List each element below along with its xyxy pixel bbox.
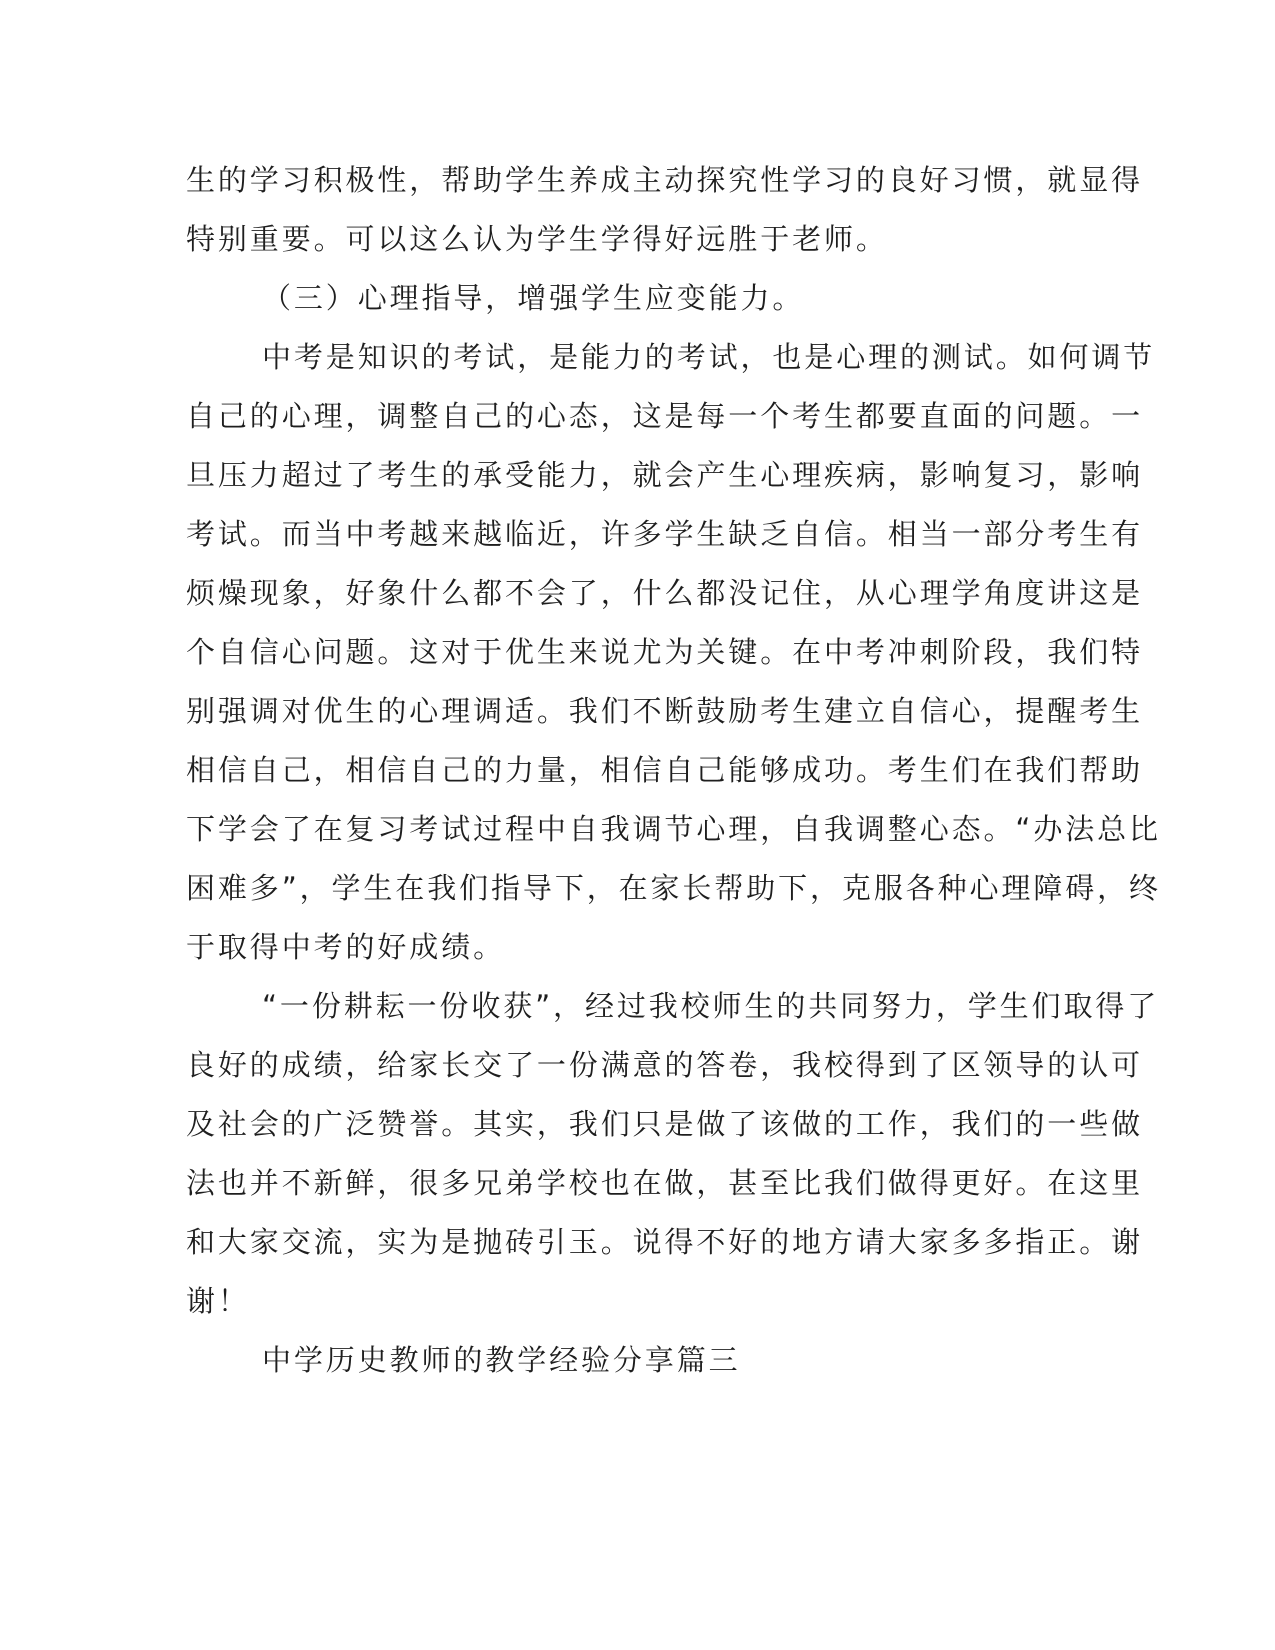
text-line: 及社会的广泛赞誉。其实，我们只是做了该做的工作，我们的一些做 <box>186 1107 1144 1141</box>
text-line: 个自信心问题。这对于优生来说尤为关键。在中考冲刺阶段，我们特 <box>186 635 1144 669</box>
paragraph-start: 中考是知识的考试，是能力的考试，也是心理的测试。如何调节 <box>262 340 1156 374</box>
text-line: 烦燥现象，好象什么都不会了，什么都没记住，从心理学角度讲这是 <box>186 576 1144 610</box>
text-line: 旦压力超过了考生的承受能力，就会产生心理疾病，影响复习，影响 <box>186 458 1144 492</box>
text-line: 法也并不新鲜，很多兄弟学校也在做，甚至比我们做得更好。在这里 <box>186 1166 1144 1200</box>
text-line: 特别重要。可以这么认为学生学得好远胜于老师。 <box>186 222 888 256</box>
text-line: 谢！ <box>186 1284 250 1318</box>
section-title: 中学历史教师的教学经验分享篇三 <box>262 1343 741 1377</box>
paragraph-start: “一份耕耘一份收获”，经过我校师生的共同努力，学生们取得了 <box>262 989 1160 1023</box>
text-line: 别强调对优生的心理调适。我们不断鼓励考生建立自信心，提醒考生 <box>186 694 1144 728</box>
text-line: 相信自己，相信自己的力量，相信自己能够成功。考生们在我们帮助 <box>186 753 1144 787</box>
text-line: 生的学习积极性，帮助学生养成主动探究性学习的良好习惯，就显得 <box>186 163 1144 197</box>
text-line: 考试。而当中考越来越临近，许多学生缺乏自信。相当一部分考生有 <box>186 517 1144 551</box>
text-line: 和大家交流，实为是抛砖引玉。说得不好的地方请大家多多指正。谢 <box>186 1225 1144 1259</box>
text-line: 自己的心理，调整自己的心态，这是每一个考生都要直面的问题。一 <box>186 399 1144 433</box>
text-line: 良好的成绩，给家长交了一份满意的答卷，我校得到了区领导的认可 <box>186 1048 1144 1082</box>
section-heading: （三）心理指导，增强学生应变能力。 <box>262 281 805 315</box>
text-line: 下学会了在复习考试过程中自我调节心理，自我调整心态。“办法总比 <box>186 812 1161 846</box>
text-line: 困难多”，学生在我们指导下，在家长帮助下，克服各种心理障碍，终 <box>186 871 1161 905</box>
text-line: 于取得中考的好成绩。 <box>186 930 506 964</box>
